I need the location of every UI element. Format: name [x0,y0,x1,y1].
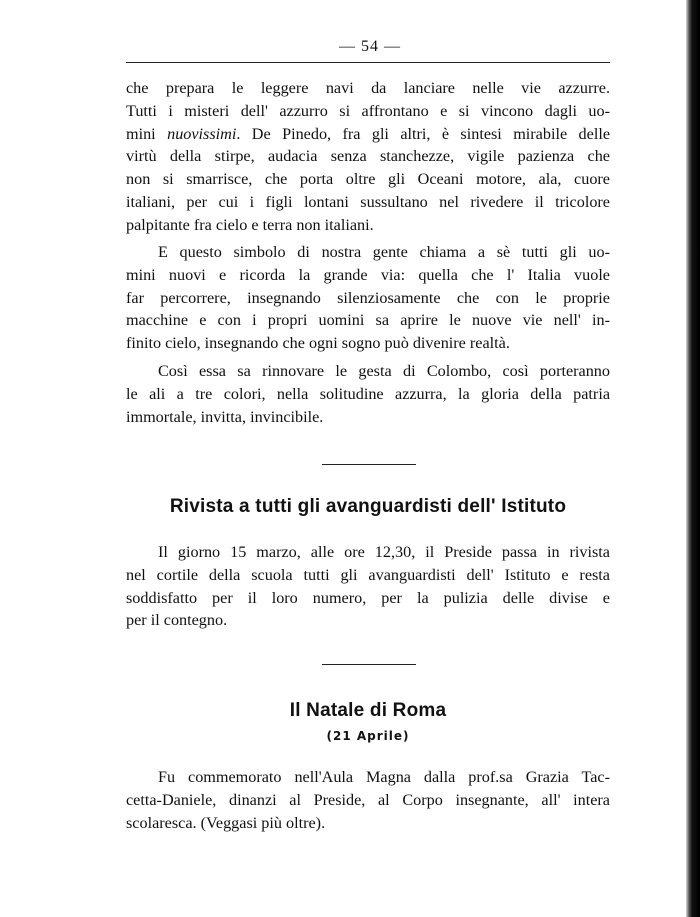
paragraph-rivista [126,541,610,632]
text-line: Tutti i misteri dell' azzurro si affrontano e si vincono dagli uo- [126,101,610,120]
section-title-natale: Il Natale di Roma [289,700,447,721]
page-number: — 54 — [339,38,401,55]
text-line: virtù della stirpe, audacia senza stanchezze, vigile pazienza che [126,147,610,166]
text-line: macchine e con i propri uomini sa aprire le nuove vie nell' in- [126,311,610,330]
binding-edge [686,0,700,917]
text-line: Così essa sa rinnovare le gesta di Colombo, così porteranno [158,362,610,380]
text-line: scolaresca. (Veggasi più oltre). [126,813,326,832]
text-line: finito cielo, insegnando che ogni sogno può divenire realtà. [126,334,510,353]
text-line: soddisfatto per il loro numero, per la pulizia delle divise e [126,588,610,607]
text-line: immortale, invitta, invincibile. [126,407,324,426]
section-title-rivista: Rivista a tutti gli avanguardisti dell' Istituto [169,496,567,517]
text-line: per il contegno. [126,611,228,630]
text-line: mini nuovissimi. De Pinedo, fra gli altri, è sintesi mirabile delle [126,124,610,143]
section-divider [322,464,416,465]
text-line: Fu commemorato nell'Aula Magna dalla prof.sa Grazia Tac- [158,768,610,786]
text-line: cetta-Daniele, dinanzi al Preside, al Corpo insegnante, all' intera [126,790,610,809]
text-line: mini nuovi e ricorda la grande via: quella che l' Italia vuole [126,265,610,284]
text-line: E questo simbolo di nostra gente chiama a sè tutti gli uo- [158,243,610,261]
header-rule [126,62,610,63]
text-line: le ali a tre colori, nella solitudine azzurra, la gloria della patria [126,384,610,403]
section-divider [322,664,416,665]
text-line: nel cortile della scuola tutti gli avanguardisti dell' Istituto e resta [126,565,610,584]
text-line: italiani, per cui i figli lontani sussultano nel rivedere il tricolore [126,192,610,211]
paragraph-3 [126,360,610,428]
italic-word: nuovissimi [167,124,237,143]
paragraph-1 [126,77,610,237]
text-line: Il giorno 15 marzo, alle ore 12,30, il Preside passa in rivista [158,543,610,561]
section-subtitle-natale: (21 Aprile) [326,729,410,743]
text-line: che prepara le leggere navi da lanciare nelle vie azzurre. [126,79,610,97]
text-line: far percorrere, insegnando silenziosamente che con le proprie [126,288,610,307]
paragraph-2 [126,241,610,355]
paragraph-natale [126,766,610,834]
text-line: palpitante fra cielo e terra non italiani. [126,215,374,234]
text-line: non si smarrisce, che porta oltre gli Oceani motore, ala, cuore [126,170,610,189]
